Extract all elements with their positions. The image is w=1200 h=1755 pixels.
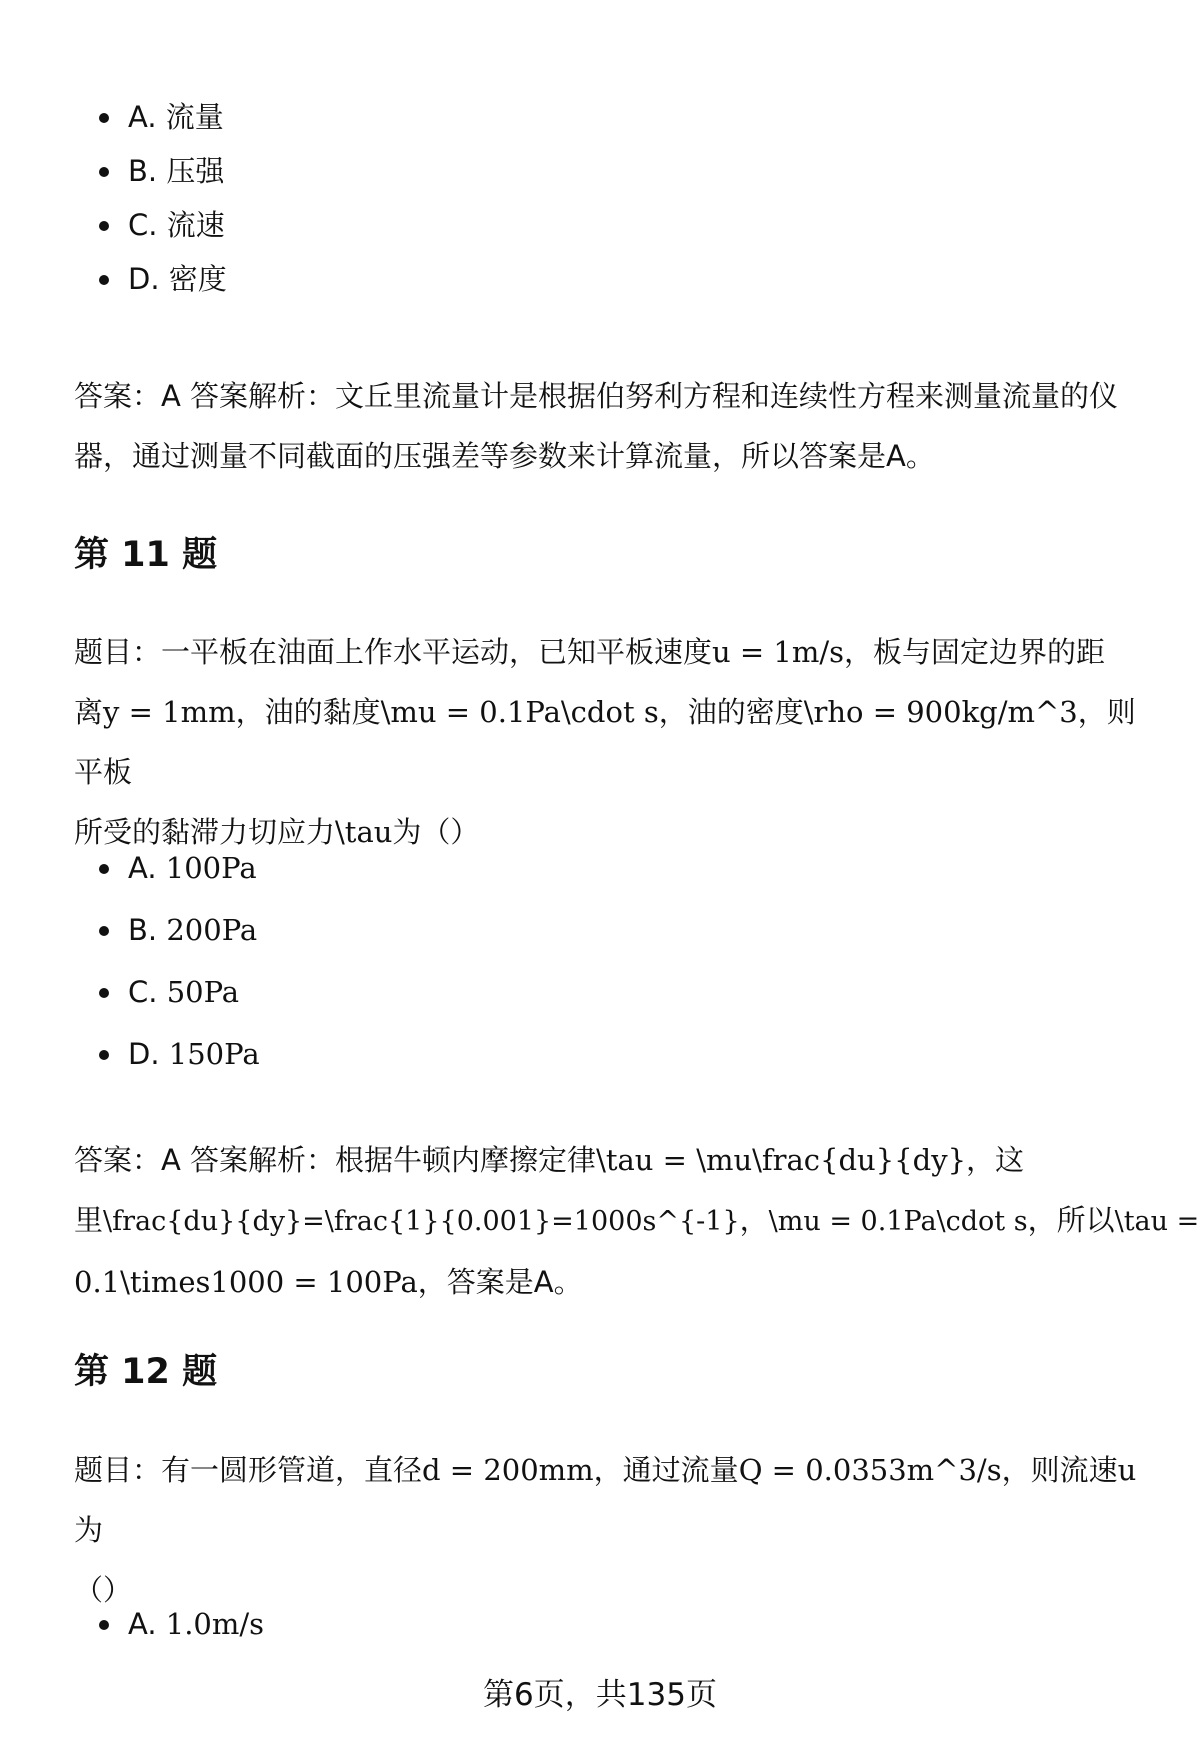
q10-answer: [74, 366, 1154, 486]
q12-option-a: A. 1.0m/s: [74, 1604, 1154, 1644]
math-density: \rho = 900kg/m^3: [803, 695, 1078, 729]
q10-answer-line-1: 答案：A 答案解析：文丘里流量计是根据伯努利方程和连续性方程来测量流量的仪: [74, 379, 1119, 413]
math-u: u: [1117, 1453, 1137, 1487]
q11-option-d: D. 150Pa: [74, 1034, 1154, 1074]
q11-answer-line-3: 0.1\times1000 = 100Pa，答案是A。: [74, 1265, 583, 1299]
math-viscosity-2: \mu = 0.1Pa\cdot s: [768, 1206, 1028, 1237]
q11-option-b: B. 200Pa: [74, 910, 1154, 950]
q12-options: [74, 1604, 1154, 1644]
q11-answer-line-2: 里\frac{du}{dy}=\frac{1}{0.001}=1000s^{-1}，\mu = 0.1Pa\cdot s，所以\tau =: [74, 1203, 1200, 1237]
q11-options: [74, 848, 1154, 1074]
math-gradient: \frac{du}{dy}=\frac{1}{0.001}=1000s^{-1}: [103, 1206, 740, 1237]
q10-option-d: D. 密度: [74, 259, 1154, 299]
q11-question-line-3: 所受的黏滞力切应力\tau为（）: [74, 815, 480, 849]
page-footer: 第6页，共135页: [483, 1677, 717, 1713]
q11-question-line-2: 离y = 1mm，油的黏度\mu = 0.1Pa\cdot s，油的密度\rho = 900kg/m^3，则平板: [74, 695, 1136, 789]
q11-option-c: C. 50Pa: [74, 972, 1154, 1012]
math-flowrate: Q = 0.0353m^3/s: [738, 1453, 1002, 1487]
math-tau: \tau: [335, 815, 393, 849]
math-newton-law: \tau = \mu\frac{du}{dy}: [596, 1143, 967, 1177]
math-tau-eq: \tau =: [1114, 1206, 1200, 1237]
q12-question: [74, 1440, 1154, 1620]
math-diameter: d = 200mm: [422, 1453, 594, 1487]
q10-option-b: B. 压强: [74, 151, 1154, 191]
math-viscosity: \mu = 0.1Pa\cdot s: [380, 695, 659, 729]
math-distance: y = 1mm: [103, 695, 236, 729]
q11-answer: [74, 1130, 1200, 1312]
math-result: 0.1\times1000 = 100Pa: [74, 1265, 418, 1299]
q12-question-line-2: （）: [74, 1573, 133, 1607]
q10-answer-line-2: 器，通过测量不同截面的压强差等参数来计算流量，所以答案是A。: [74, 439, 935, 473]
q11-question: [74, 622, 1154, 862]
q10-options: [74, 97, 1154, 299]
q11-answer-line-1: 答案：A 答案解析：根据牛顿内摩擦定律\tau = \mu\frac{du}{dy}，这: [74, 1143, 1025, 1177]
q12-heading: 第 12 题: [74, 1352, 218, 1392]
q10-option-a: A. 流量: [74, 97, 1154, 137]
q11-option-a: A. 100Pa: [74, 848, 1154, 888]
q10-option-c: C. 流速: [74, 205, 1154, 245]
q11-question-line-1: 题目：一平板在油面上作水平运动，已知平板速度u = 1m/s，板与固定边界的距: [74, 635, 1106, 669]
math-velocity: u = 1m/s: [712, 635, 845, 669]
q12-question-line-1: 题目：有一圆形管道，直径d = 200mm，通过流量Q = 0.0353m^3/s，则流速u为: [74, 1453, 1137, 1547]
q11-heading: 第 11 题: [74, 535, 218, 575]
